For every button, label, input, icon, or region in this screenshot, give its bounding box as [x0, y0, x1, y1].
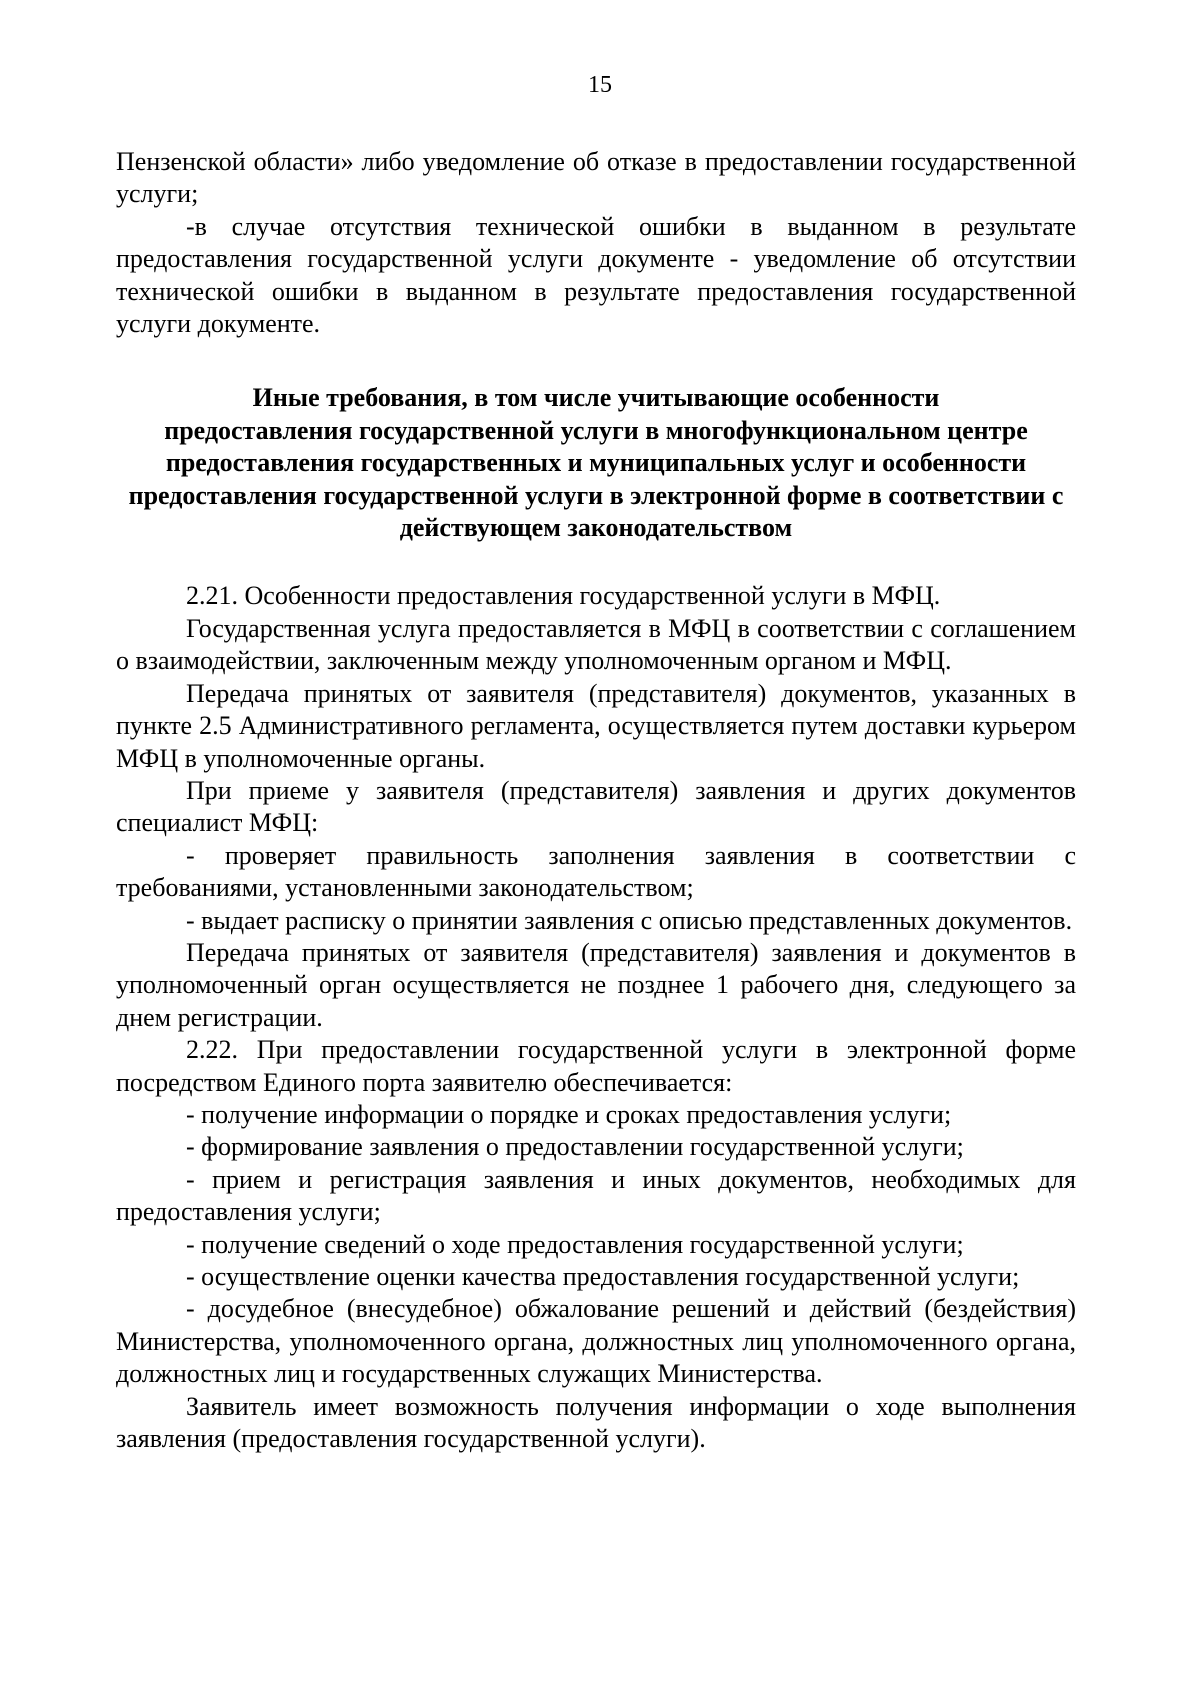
document-body	[116, 146, 1076, 1455]
paragraph: Заявитель имеет возможность получения информации о ходе выполнения заявления (предоставления государственной услуги).	[116, 1391, 1076, 1454]
heading-line: действующем законодательством	[399, 513, 793, 543]
paragraphs-before-heading	[116, 146, 1076, 340]
paragraph: - выдает расписку о принятии заявления с описью представленных документов.	[186, 905, 1073, 935]
paragraph: Пензенской области» либо уведомление об отказе в предоставлении государственной услуги;	[116, 147, 1076, 209]
paragraph: Передача принятых от заявителя (представителя) заявления и документов в уполномоченный орган осуществляется не позднее 1 рабочего дня, следующего за днем регистрации.	[116, 937, 1076, 1032]
paragraph: -в случае отсутствия технической ошибки в выданном в результате предоставления государственной услуги документе - уведомление об отсутствии технической ошибки в выданном в результате предоставления государственной услуги документе.	[116, 211, 1076, 339]
paragraph: - получение сведений о ходе предоставления государственной услуги;	[186, 1229, 964, 1259]
paragraph: - получение информации о порядке и сроках предоставления услуги;	[186, 1099, 952, 1129]
paragraph: - досудебное (внесудебное) обжалование решений и действий (бездействия) Министерства, уполномоченного органа, должностных лиц уполномоченного органа, должностных лиц и государственных служащих Министерства.	[116, 1294, 1076, 1389]
paragraph: - проверяет правильность заполнения заявления в соответствии с требованиями, установленными законодательством;	[116, 840, 1076, 903]
heading-line: Иные требования, в том числе учитывающие особенности	[252, 383, 940, 413]
section-heading	[116, 382, 1076, 544]
heading-line: предоставления государственной услуги в многофункциональном центре	[164, 415, 1028, 445]
heading-line: предоставления государственных и муниципальных услуг и особенности	[165, 448, 1027, 478]
paragraph: Государственная услуга предоставляется в МФЦ в соответствии с соглашением о взаимодействии, заключенным между уполномоченным органом и МФЦ.	[116, 613, 1076, 676]
paragraph: - формирование заявления о предоставлении государственной услуги;	[186, 1132, 964, 1162]
heading-line: предоставления государственной услуги в электронной форме в соответствии с	[128, 480, 1064, 510]
paragraphs-after-heading	[116, 580, 1076, 1455]
paragraph: При приеме у заявителя (представителя) заявления и других документов специалист МФЦ:	[116, 775, 1076, 838]
paragraph: 2.21. Особенности предоставления государственной услуги в МФЦ.	[186, 581, 941, 611]
paragraph: - осуществление оценки качества предоставления государственной услуги;	[186, 1262, 1020, 1291]
paragraph: Передача принятых от заявителя (представителя) документов, указанных в пункте 2.5 Административного регламента, осуществляется путем доставки курьером МФЦ в уполномоченные органы.	[116, 678, 1076, 773]
page-number: 15	[588, 72, 612, 98]
paragraph: 2.22. При предоставлении государственной услуги в электронной форме посредством Единого порта заявителю обеспечивается:	[116, 1035, 1076, 1097]
paragraph: - прием и регистрация заявления и иных документов, необходимых для предоставления услуги;	[116, 1164, 1076, 1227]
